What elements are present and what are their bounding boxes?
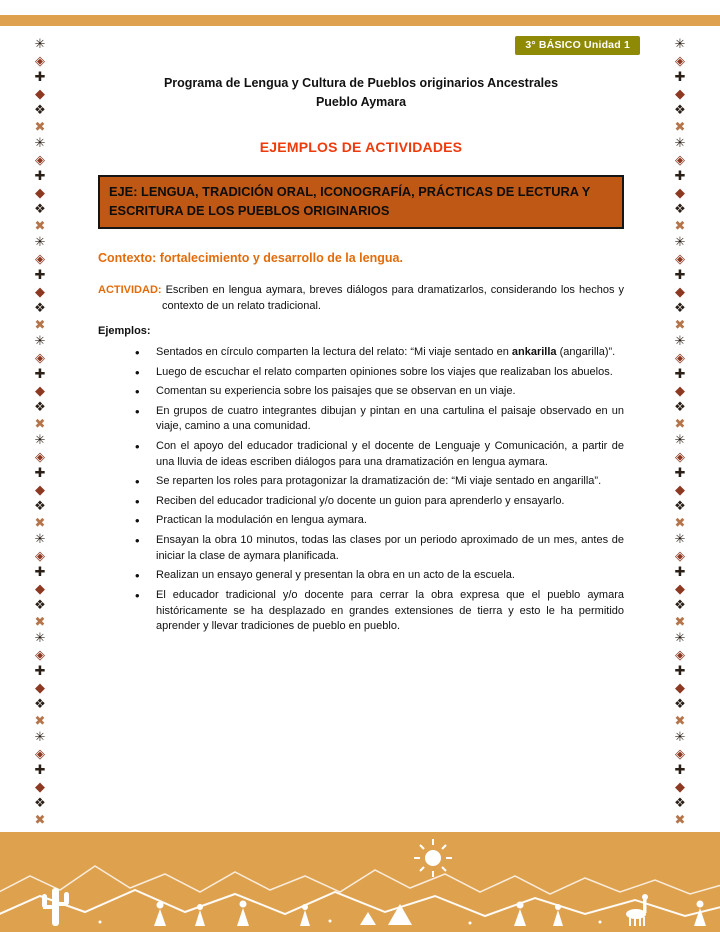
border-motif-icon: ✳: [674, 531, 686, 546]
border-motif-icon: ◈: [675, 745, 685, 761]
border-motif-icon: ◆: [675, 679, 685, 695]
border-motif-icon: ◆: [35, 679, 45, 695]
eje-heading-box: [98, 175, 624, 229]
border-motif-icon: ❖: [674, 498, 686, 513]
border-motif-icon: ✖: [674, 118, 686, 134]
border-motif-icon: ◈: [675, 448, 685, 464]
border-motif-icon: ◈: [35, 250, 45, 266]
border-motif-icon: ✚: [34, 69, 46, 84]
border-motif-icon: ◈: [675, 646, 685, 662]
unit-badge-label: 3° BÁSICO Unidad 1: [525, 39, 630, 51]
border-motif-icon: ✳: [674, 333, 686, 348]
border-motif-icon: ✚: [674, 168, 686, 183]
border-motif-icon: ✳: [674, 135, 686, 150]
border-motif-icon: ❖: [674, 201, 686, 216]
actividad-paragraph: [98, 283, 624, 315]
activity-bullet-item: • Con el apoyo del educador tradicional y el docente de Lenguaje y Comunicación, a partir de una lluvia de ideas escriben diálogos para una dramatización en lengua aymara.: [156, 439, 624, 470]
actividad-text: Escriben en lengua aymara, breves diálogos para dramatizarlos, considerando los hechos y contexto de un relato tradicional.: [162, 284, 624, 313]
border-motif-icon: ◆: [675, 580, 685, 596]
border-motif-icon: ❖: [34, 795, 46, 810]
border-motif-icon: ◆: [675, 184, 685, 200]
border-motif-icon: ✳: [34, 729, 46, 744]
border-motif-icon: ◈: [35, 547, 45, 563]
actividad-label: ACTIVIDAD: [98, 284, 158, 297]
border-motif-icon: ✚: [34, 564, 46, 579]
border-motif-icon: ◈: [675, 250, 685, 266]
border-motif-icon: ✚: [34, 267, 46, 282]
program-subtitle: Pueblo Aymara: [315, 95, 407, 110]
border-motif-icon: ◆: [35, 481, 45, 497]
border-motif-icon: ✳: [34, 234, 46, 249]
border-motif-icon: ❖: [674, 102, 686, 117]
border-motif-icon: ✚: [674, 366, 686, 381]
border-motif-icon: ◆: [675, 85, 685, 101]
top-border-bar: [0, 15, 720, 26]
program-title: Programa de Lengua y Cultura de Pueblos originarios Ancestrales: [163, 76, 559, 90]
border-motif-icon: ◈: [675, 52, 685, 68]
border-motif-icon: ❖: [674, 795, 686, 810]
border-motif-icon: ✖: [674, 514, 686, 530]
border-motif-icon: ✖: [674, 613, 686, 629]
border-motif-icon: ✳: [34, 531, 46, 546]
unit-badge: [515, 36, 640, 55]
border-motif-icon: ✚: [34, 762, 46, 777]
actividad-separator: :: [157, 284, 166, 297]
border-motif-icon: ❖: [674, 399, 686, 414]
border-motif-icon: ✖: [34, 316, 46, 332]
border-motif-icon: ✳: [34, 630, 46, 645]
border-motif-icon: ✳: [674, 234, 686, 249]
border-motif-icon: ◆: [675, 283, 685, 299]
border-motif-icon: ◈: [675, 151, 685, 167]
border-motif-icon: ✚: [34, 366, 46, 381]
border-motif-icon: ◈: [35, 745, 45, 761]
border-motif-icon: ◈: [675, 547, 685, 563]
activity-bullet-item: • Practican la modulación en lengua aymara.: [156, 513, 624, 529]
border-motif-icon: ✳: [674, 432, 686, 447]
border-motif-icon: ✳: [34, 36, 46, 51]
activity-bullet-item: • Sentados en círculo comparten la lectura del relato: “Mi viaje sentado en ankarilla (angarilla)”.: [156, 345, 624, 361]
border-motif-icon: ❖: [34, 300, 46, 315]
border-motif-icon: ❖: [34, 498, 46, 513]
border-motif-icon: ✳: [34, 135, 46, 150]
border-motif-icon: ✚: [34, 663, 46, 678]
border-motif-icon: ✖: [34, 415, 46, 431]
border-motif-icon: ❖: [34, 102, 46, 117]
border-motif-icon: ◆: [35, 85, 45, 101]
border-motif-icon: ❖: [34, 597, 46, 612]
border-motif-icon: ◆: [35, 580, 45, 596]
border-motif-icon: ✖: [674, 316, 686, 332]
border-motif-icon: ✳: [674, 630, 686, 645]
border-motif-icon: ◈: [35, 52, 45, 68]
border-motif-icon: ✚: [674, 69, 686, 84]
activity-bullet-item: • Luego de escuchar el relato comparten opiniones sobre los viajes que realizaban los abuelos.: [156, 365, 624, 381]
border-motif-icon: ✖: [34, 118, 46, 134]
border-motif-icon: ◈: [675, 349, 685, 365]
border-motif-icon: ◈: [35, 646, 45, 662]
activity-bullet-item: • En grupos de cuatro integrantes dibujan y pintan en una cartulina el paisaje observado en un viaje, camino a una comunidad.: [156, 404, 624, 435]
border-motif-icon: ✳: [674, 729, 686, 744]
border-motif-icon: ❖: [674, 696, 686, 711]
activity-bullet-list: [98, 345, 624, 635]
border-motif-icon: ❖: [34, 696, 46, 711]
border-motif-icon: ✳: [34, 333, 46, 348]
border-motif-icon: ◆: [35, 382, 45, 398]
content-area: [98, 74, 624, 639]
border-motif-icon: ✚: [674, 663, 686, 678]
border-motif-icon: ◆: [35, 778, 45, 794]
activity-bullet-item: • Realizan un ensayo general y presentan la obra en un acto de la escuela.: [156, 568, 624, 584]
border-motif-icon: ✚: [674, 564, 686, 579]
border-motif-icon: ✖: [674, 217, 686, 233]
border-motif-icon: ✳: [674, 36, 686, 51]
activity-bullet-item: • Ensayan la obra 10 minutos, todas las clases por un periodo aproximado de un mes, antes de iniciar la clase de aymara planificada.: [156, 533, 624, 564]
border-motif-icon: ◆: [675, 778, 685, 794]
activity-bullet-item: • Reciben del educador tradicional y/o docente un guion para aprenderlo y ensayarlo.: [156, 494, 624, 510]
border-motif-icon: ✖: [34, 811, 46, 827]
ejemplos-label: Ejemplos:: [98, 325, 151, 337]
border-motif-icon: ✖: [674, 712, 686, 728]
border-motif-icon: ◆: [35, 184, 45, 200]
border-motif-icon: ✖: [674, 415, 686, 431]
border-motif-icon: ✖: [674, 811, 686, 827]
border-motif-icon: ◈: [35, 151, 45, 167]
activity-bullet-item: • El educador tradicional y/o docente para cerrar la obra expresa que el pueblo aymara históricamente se ha desplazado en grandes extensiones de tierra y esto le ha permitido aprender y llevar tradiciones de pueblo en pueblo.: [156, 588, 624, 635]
decorative-border-left: [26, 36, 54, 828]
border-motif-icon: ◆: [35, 283, 45, 299]
border-motif-icon: ✖: [34, 217, 46, 233]
border-motif-icon: ✚: [674, 465, 686, 480]
border-motif-icon: ❖: [34, 201, 46, 216]
border-motif-icon: ✖: [34, 613, 46, 629]
border-motif-icon: ❖: [674, 300, 686, 315]
border-motif-icon: ❖: [674, 597, 686, 612]
border-motif-icon: ◈: [35, 448, 45, 464]
border-motif-icon: ◆: [675, 481, 685, 497]
decorative-border-right: [666, 36, 694, 828]
andean-landscape-silhouette-icon: [0, 832, 720, 932]
contexto-heading: Contexto: fortalecimiento y desarrollo de la lengua.: [98, 251, 403, 266]
border-motif-icon: ❖: [34, 399, 46, 414]
footer-illustration: [0, 832, 720, 932]
border-motif-icon: ◈: [35, 349, 45, 365]
eje-heading-text: EJE: LENGUA, TRADICIÓN ORAL, ICONOGRAFÍA, PRÁCTICAS DE LECTURA Y ESCRITURA DE LOS PUEBLOS ORIGINARIOS: [109, 183, 591, 218]
border-motif-icon: ◆: [675, 382, 685, 398]
border-motif-icon: ✚: [34, 168, 46, 183]
border-motif-icon: ✚: [674, 762, 686, 777]
border-motif-icon: ✚: [34, 465, 46, 480]
border-motif-icon: ✖: [34, 514, 46, 530]
section-title: EJEMPLOS DE ACTIVIDADES: [259, 138, 463, 155]
border-motif-icon: ✖: [34, 712, 46, 728]
activity-bullet-item: • Se reparten los roles para protagonizar la dramatización de: “Mi viaje sentado en angarilla”.: [156, 474, 624, 490]
border-motif-icon: ✚: [674, 267, 686, 282]
border-motif-icon: ✳: [34, 432, 46, 447]
activity-bullet-item: • Comentan su experiencia sobre los paisajes que se observan en un viaje.: [156, 384, 624, 400]
